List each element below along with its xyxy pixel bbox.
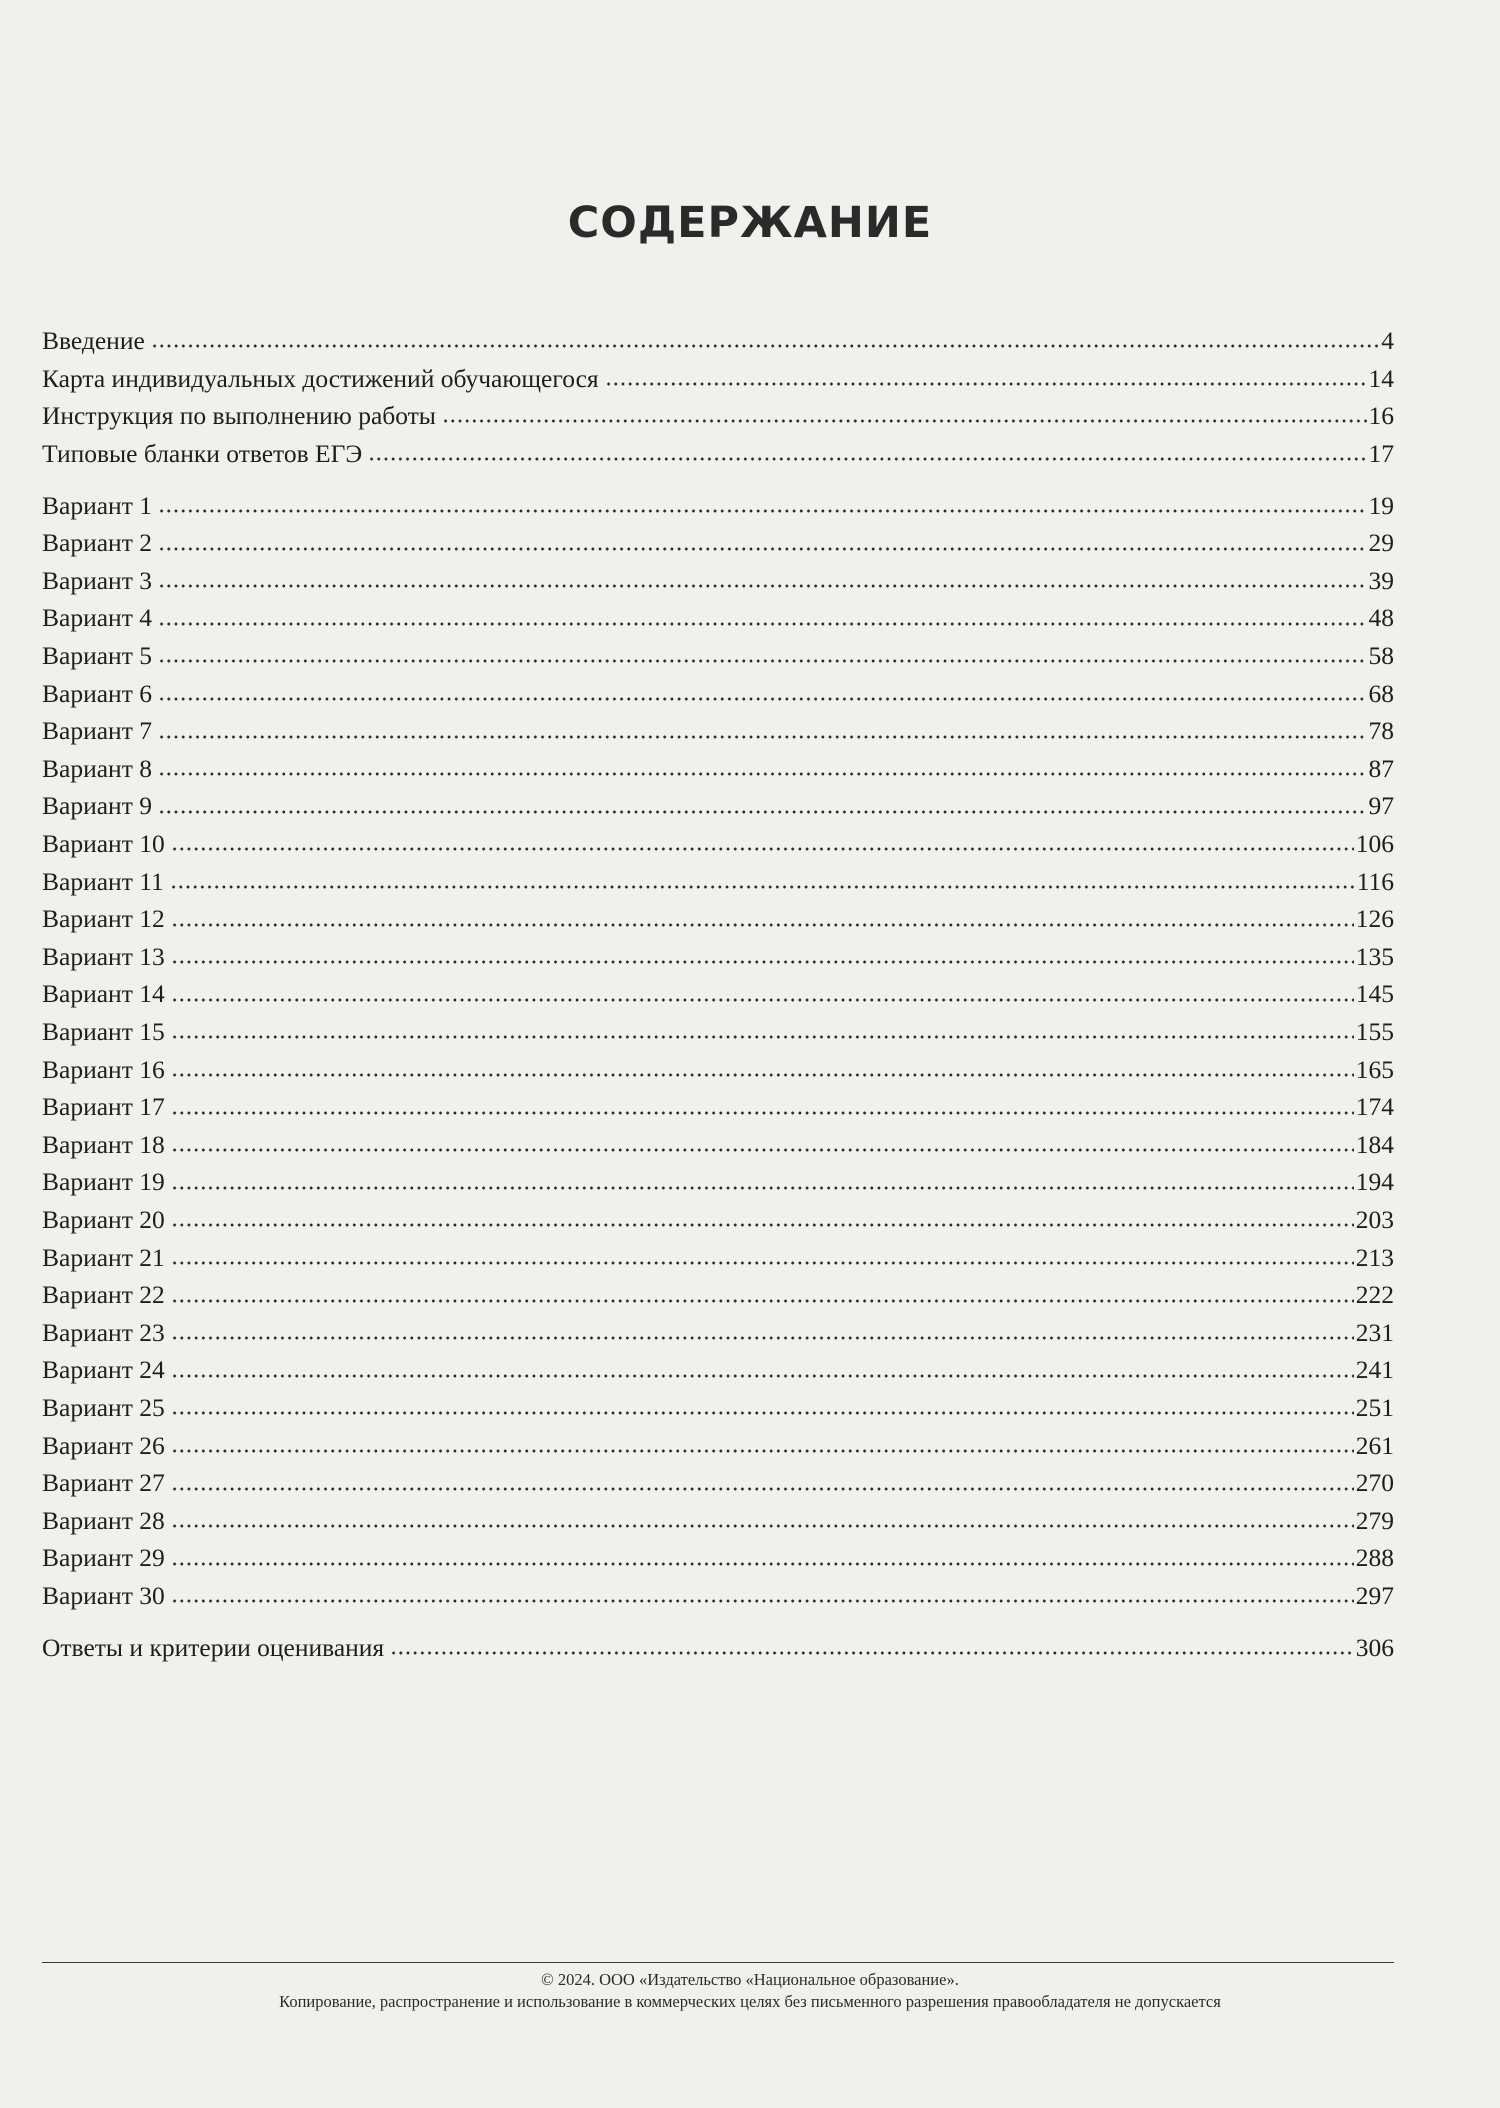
toc-entry-page-number: 306 [1355,1632,1394,1662]
footer-copyright: © 2024. ООО «Издательство «Национальное образование». [541,1970,959,1989]
dot-leader [171,1410,1354,1416]
dot-leader [158,621,1367,627]
dot-leader [171,1072,1354,1078]
dot-leader [171,846,1354,852]
dot-leader [171,1335,1354,1341]
toc-entry[interactable] [42,895,1394,932]
dot-leader [151,343,1379,349]
toc-entry[interactable] [42,744,1394,781]
toc-entry[interactable] [42,932,1394,969]
toc-entry-title: Вариант 13 [42,941,165,971]
footer-notice: Копирование, распространение и использование в коммерческих целях без письменного разрешения правообладателя не допускается [279,1992,1221,2011]
dot-leader [171,1486,1354,1492]
toc-entry[interactable] [42,707,1394,744]
toc-entry-page-number: 4 [1381,325,1394,355]
dot-leader [368,456,1366,462]
toc-entry-page-number: 97 [1368,791,1394,821]
toc-entry-title: Вариант 14 [42,979,165,1009]
toc-entry-title: Вариант 1 [42,490,152,520]
toc-entry[interactable] [42,819,1394,856]
toc-entry[interactable] [42,631,1394,668]
toc-entry-title: Вариант 29 [42,1543,165,1573]
toc-entry-page-number: 48 [1368,603,1394,633]
toc-entry-title: Инструкция по выполнению работы [42,400,436,430]
toc-entry[interactable] [42,1383,1394,1420]
dot-leader [170,884,1355,890]
toc-entry-page-number: 155 [1355,1016,1394,1046]
dot-leader [158,508,1367,514]
toc-entry-title: Вариант 5 [42,640,152,670]
toc-entry[interactable] [42,481,1394,518]
toc-entry-page-number: 16 [1368,400,1394,430]
toc-entry-title: Типовые бланки ответов ЕГЭ [42,438,363,468]
toc-entry-page-number: 222 [1355,1280,1394,1310]
dot-leader [158,809,1367,815]
dot-leader [158,696,1367,702]
toc-entry-title: Вариант 22 [42,1280,165,1310]
toc-entry-title: Вариант 25 [42,1392,165,1422]
toc-entry[interactable] [42,594,1394,631]
toc-entry-page-number: 194 [1355,1167,1394,1197]
toc-entry[interactable] [42,1271,1394,1308]
toc-entry-page-number: 174 [1355,1092,1394,1122]
toc-entry[interactable] [42,519,1394,556]
toc-entry-title: Вариант 15 [42,1016,165,1046]
toc-entry-page-number: 87 [1368,753,1394,783]
toc-entry-page-number: 279 [1355,1505,1394,1535]
toc-entry[interactable] [42,1496,1394,1533]
toc-entry-title: Вариант 7 [42,716,152,746]
toc-entry[interactable] [42,782,1394,819]
toc-entry-title: Вариант 3 [42,565,152,595]
toc-entry[interactable] [42,1195,1394,1232]
toc-entry-page-number: 39 [1368,565,1394,595]
toc-entry-title: Вариант 27 [42,1468,165,1498]
toc-entry-page-number: 231 [1355,1317,1394,1347]
toc-entry[interactable] [42,429,1394,466]
toc-entry-title: Карта индивидуальных достижений обучающегося [42,363,599,393]
toc-entry-page-number: 78 [1368,716,1394,746]
toc-entry[interactable] [42,1421,1394,1458]
dot-leader [158,734,1367,740]
toc-entry-page-number: 297 [1355,1580,1394,1610]
toc-entry-page-number: 270 [1355,1468,1394,1498]
toc-entry-page-number: 106 [1355,828,1394,858]
toc-entry-page-number: 288 [1355,1543,1394,1573]
toc-entry[interactable] [42,1534,1394,1571]
toc-entry[interactable] [42,1571,1394,1608]
toc-entry[interactable] [42,1120,1394,1157]
toc-entry-title: Вариант 16 [42,1054,165,1084]
toc-entry[interactable] [42,669,1394,706]
toc-entry-title: Вариант 10 [42,828,165,858]
page-title: СОДЕРЖАНИЕ [567,198,933,248]
toc-entry-title: Вариант 9 [42,791,152,821]
toc-entry-title: Вариант 28 [42,1505,165,1535]
toc-entry[interactable] [42,1459,1394,1496]
toc-entry-title: Вариант 6 [42,678,152,708]
toc-entry-page-number: 29 [1368,528,1394,558]
dot-leader [171,1147,1354,1153]
toc-entry-title: Вариант 30 [42,1580,165,1610]
dot-leader [171,1373,1354,1379]
toc-entry-title: Вариант 11 [42,866,164,896]
toc-entry[interactable] [42,857,1394,894]
toc-entry-title: Вариант 23 [42,1317,165,1347]
toc-entry-title: Вариант 21 [42,1242,165,1272]
toc-entry-title: Вариант 20 [42,1204,165,1234]
dot-leader [158,583,1367,589]
dot-leader [158,546,1367,552]
dot-leader [171,1222,1354,1228]
toc-entry-page-number: 135 [1355,941,1394,971]
dot-leader [171,922,1354,928]
toc-entry-title: Введение [42,325,145,355]
toc-entry-page-number: 241 [1355,1355,1394,1385]
dot-leader [171,1561,1354,1567]
toc-entry[interactable] [42,1158,1394,1195]
toc-entry-page-number: 261 [1355,1430,1394,1460]
toc-entry-page-number: 14 [1368,363,1394,393]
toc-entry-page-number: 145 [1355,979,1394,1009]
toc-entry-page-number: 19 [1368,490,1394,520]
dot-leader [442,418,1367,424]
toc-entry-title: Вариант 26 [42,1430,165,1460]
toc-entry[interactable] [42,1346,1394,1383]
toc-entry-title: Вариант 17 [42,1092,165,1122]
toc-entry[interactable] [42,1623,1394,1660]
toc-entry-title: Вариант 12 [42,904,165,934]
toc-entry-page-number: 58 [1368,640,1394,670]
toc-entry[interactable] [42,1308,1394,1345]
toc-entry-title: Вариант 4 [42,603,152,633]
toc-entry-page-number: 17 [1368,438,1394,468]
dot-leader [171,1523,1354,1529]
toc-entry[interactable] [42,391,1394,428]
toc-entry-title: Вариант 2 [42,528,152,558]
toc-entry[interactable] [42,354,1394,391]
toc-entry-page-number: 165 [1355,1054,1394,1084]
toc-entry-page-number: 184 [1355,1129,1394,1159]
toc-entry-title: Вариант 19 [42,1167,165,1197]
dot-leader [158,771,1367,777]
dot-leader [171,1448,1354,1454]
dot-leader [171,997,1354,1003]
dot-leader [171,1034,1354,1040]
toc-entry[interactable] [42,556,1394,593]
toc-entry[interactable] [42,316,1394,353]
footer-divider [42,1962,1394,1963]
toc-entry[interactable] [42,1233,1394,1270]
toc-entry-page-number: 68 [1368,678,1394,708]
toc-entry-title: Вариант 18 [42,1129,165,1159]
dot-leader [605,381,1367,387]
dot-leader [171,1185,1354,1191]
dot-leader [171,1110,1354,1116]
dot-leader [171,1298,1354,1304]
toc-entry[interactable] [42,1007,1394,1044]
dot-leader [171,1260,1354,1266]
toc-entry-page-number: 251 [1355,1392,1394,1422]
toc-entry[interactable] [42,970,1394,1007]
toc-entry[interactable] [42,1083,1394,1120]
dot-leader [390,1650,1354,1656]
dot-leader [158,658,1367,664]
toc-entry-page-number: 126 [1355,904,1394,934]
dot-leader [171,1598,1354,1604]
toc-entry-page-number: 203 [1355,1204,1394,1234]
toc-entry-title: Вариант 8 [42,753,152,783]
toc-entry-title: Ответы и критерии оценивания [42,1632,385,1662]
toc-entry-page-number: 213 [1355,1242,1394,1272]
toc-entry-title: Вариант 24 [42,1355,165,1385]
toc-entry-page-number: 116 [1356,866,1394,896]
dot-leader [171,959,1354,965]
toc-entry[interactable] [42,1045,1394,1082]
